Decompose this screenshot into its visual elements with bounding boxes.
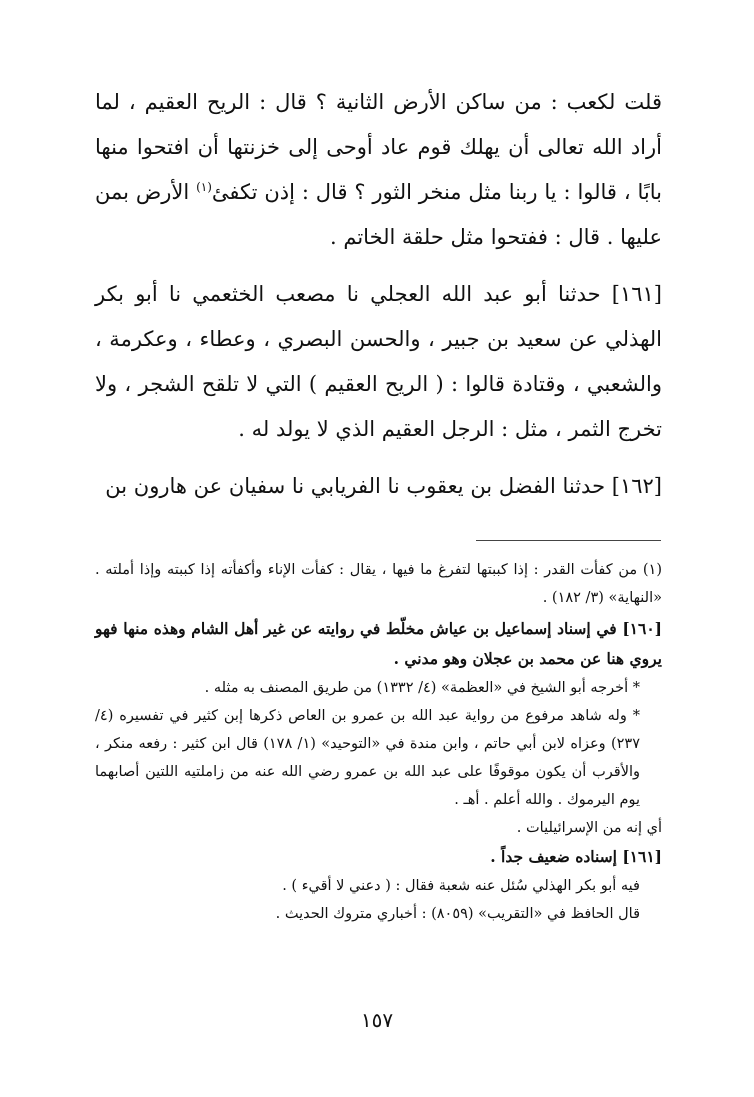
note-160-title: [١٦٠] في إسناد إسماعيل بن عياش مخلّط في روايته عن غير أهل الشام وهذه منها فهو يروي هنا عن محمد بن عجلان وهو مدني .	[95, 619, 662, 668]
note-160-conclusion: أي إنه من الإسرائيليات .	[516, 820, 662, 836]
note-160-witness: * وله شاهد مرفوع من رواية عبد الله بن عمرو بن العاص ذكرها إبن كثير في تفسيره (٤/ ٢٣٧) وعزاه لابن أبي حاتم ، وابن مندة في «التوحيد» (١/ ١٧٨) قال ابن كثير : رفعه منكر ، والأقرب أن يكون موقوفًا على عبد الله بن عمرو رضي الله عنه من زاملتيه اللتين أصابهما يوم اليرموك . والله أعلم . أهـ .	[95, 708, 641, 808]
footnote-1: (١) من كفأت القدر : إذا كببتها لتفرغ ما فيها ، يقال : كفأت الإناء وأكفأته إذا كببته وإذا أملته . «النهاية» (٣/ ١٨٢) .	[95, 562, 662, 606]
paragraph-161-text: حدثنا أبو عبد الله العجلي نا مصعب الخثعمي نا أبو بكر الهذلي عن سعيد بن جبير ، والحسن البصري ، وعطاء ، وعكرمة ، والشعبي ، وقتادة قالوا : ( الريح العقيم ) التي لا تلقح الشجر ، ولا تخرج الثمر ، مثل : الرجل العقيم الذي لا يولد له .	[95, 282, 662, 441]
paragraph-160-continuation	[95, 80, 662, 260]
footnote-reference-1: (١)	[196, 180, 212, 194]
para1-text-before-ref: قلت لكعب : من ساكن الأرض الثانية ؟ قال : الريح العقيم ، لما أراد الله تعالى أن يهلك قوم عاد أوحى إلى خزنتها أن افتحوا منها بابًا ، قالوا : يا ربنا مثل منخر الثور ؟ قال : إذن تكفئ	[95, 90, 662, 204]
paragraph-161	[95, 272, 662, 452]
paragraph-162-text: حدثنا الفضل بن يعقوب نا الفريابي نا سفيان عن هارون بن	[105, 474, 606, 498]
paragraph-162	[95, 464, 662, 509]
footnotes-section	[95, 556, 662, 928]
note-161-detail-b: قال الحافظ في «التقريب» (٨٠٥٩) : أخباري متروك الحديث .	[275, 906, 640, 922]
para1-text-after-ref: الأرض بمن عليها . قال : ففتحوا مثل حلقة الخاتم .	[95, 180, 662, 249]
page-number: ١٥٧	[360, 1008, 394, 1032]
note-161-detail-a: فيه أبو بكر الهذلي سُئل عنه شعبة فقال : ( دعني لا أقيء ) .	[282, 878, 640, 894]
note-161-title: [١٦١] إسناده ضعيف جداً .	[490, 847, 662, 866]
hadith-number-161: [١٦١]	[611, 282, 662, 306]
hadith-number-162: [١٦٢]	[611, 474, 662, 498]
main-text	[95, 80, 662, 509]
footnote-separator	[476, 540, 661, 541]
note-160-source: * أخرجه أبو الشيخ في «العظمة» (٤/ ١٣٣٢) من طريق المصنف به مثله .	[204, 680, 640, 696]
